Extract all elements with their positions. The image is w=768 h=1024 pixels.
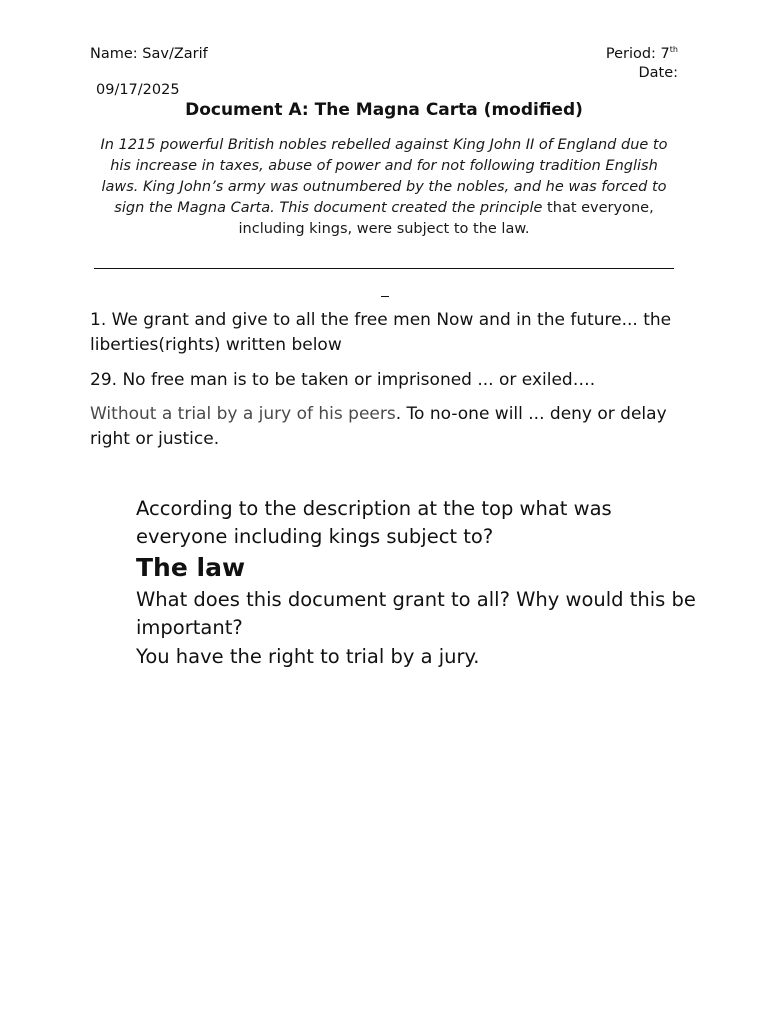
intro-plain-text: that everyone, including kings, were subject to the law.	[238, 200, 654, 237]
answer-1: The law	[136, 553, 246, 582]
excerpt-article-29: 29. No free man is to be taken or imprisoned ... or exiled….	[90, 370, 596, 390]
period-text: Period: 7	[605, 46, 670, 62]
intro-italic-text: In 1215 powerful British nobles rebelled against King John II of England due to his increase in taxes, abuse of power and for not following tradition English laws. King John’s army was outnumbered by the nobles, and he was forced to sign the Magna Carta. This document created the principle	[100, 137, 668, 216]
intro-paragraph	[90, 135, 678, 240]
excerpt-rest-text: . To no-one will ... deny or delay right or justice.	[90, 404, 667, 449]
question-2: What does this document grant to all? Why would this be important?	[136, 588, 696, 639]
excerpt-article-29-continued	[90, 402, 680, 452]
section-divider	[94, 268, 674, 269]
document-title: Document A: The Magna Carta (modified)	[185, 100, 583, 120]
excerpt-grey-text: Without a trial by a jury of his peers	[90, 404, 396, 424]
question-1: According to the description at the top what was everyone including kings subject to?	[136, 497, 612, 548]
period-label	[606, 46, 678, 62]
section-divider-tail	[381, 296, 389, 297]
student-name: Name: Sav/Zarif	[90, 46, 208, 62]
date-label: Date:	[638, 65, 678, 81]
period-superscript: th	[669, 45, 678, 54]
answer-2: You have the right to trial by a jury.	[136, 645, 480, 668]
excerpt-article-1: 1. We grant and give to all the free men Now and in the future... the liberties(rights) written below	[90, 310, 672, 355]
date-value: 09/17/2025	[96, 82, 180, 98]
